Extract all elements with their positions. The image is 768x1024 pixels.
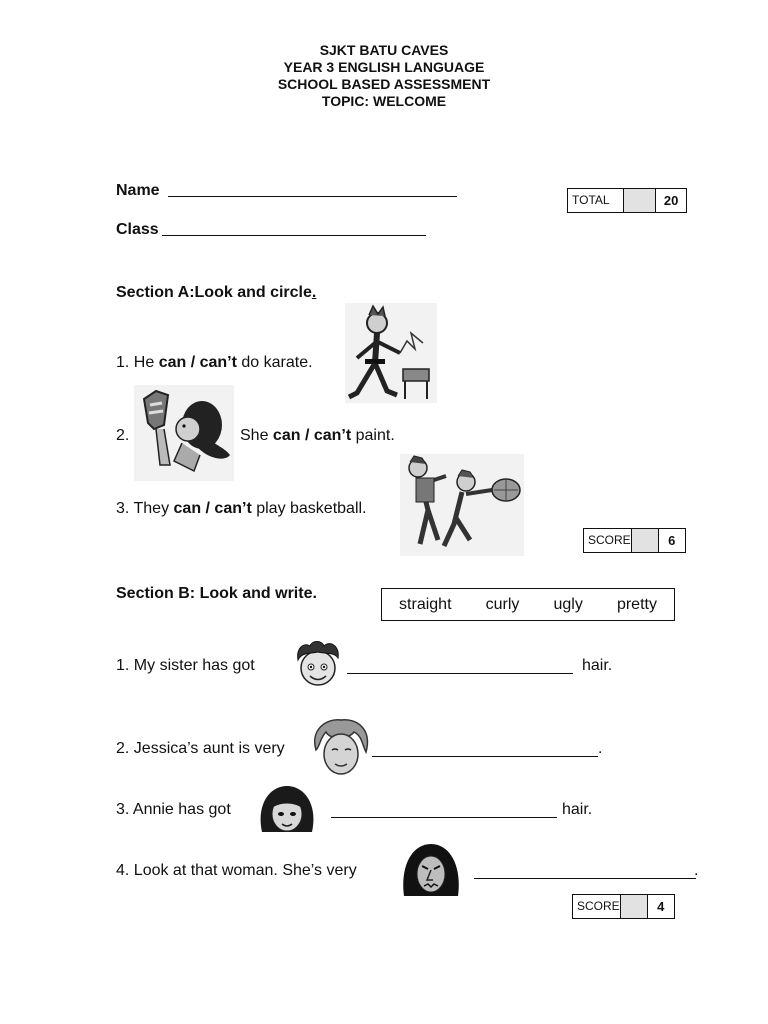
- answer-line-3[interactable]: [331, 817, 557, 818]
- section-a-score-max: 6: [668, 533, 676, 548]
- class-field[interactable]: [162, 235, 426, 236]
- word-bank-item: pretty: [616, 595, 657, 613]
- section-a-score-box: [583, 528, 686, 553]
- total-score-field[interactable]: [624, 189, 657, 212]
- topic-line: TOPIC: WELCOME: [321, 93, 447, 109]
- q1-choice[interactable]: can / can’t: [158, 354, 237, 371]
- ugly-face-image: [400, 842, 462, 896]
- section-b-question-3: 3. Annie has got: [116, 801, 231, 818]
- curly-hair-face-image: [290, 638, 346, 690]
- name-label: Name: [116, 182, 160, 199]
- q2-choice[interactable]: can / can’t: [272, 427, 352, 444]
- section-a-title-period: .: [311, 284, 317, 301]
- worksheet-header: [0, 42, 768, 110]
- section-b-question-4: 4. Look at that woman. She’s very: [116, 862, 357, 879]
- subject-line: YEAR 3 ENGLISH LANGUAGE: [283, 59, 485, 75]
- q3-choice[interactable]: can / can’t: [173, 500, 252, 517]
- answer-line-1[interactable]: [347, 673, 573, 674]
- section-b-score-label: SCORE: [573, 895, 621, 918]
- word-bank-item: curly: [485, 595, 520, 613]
- section-b-question-2: 2. Jessica’s aunt is very: [116, 740, 285, 757]
- assessment-line: SCHOOL BASED ASSESSMENT: [277, 76, 491, 92]
- section-b-question-1-end: hair.: [582, 657, 613, 674]
- basketball-image: [400, 454, 524, 556]
- q1-rest: do karate.: [236, 354, 313, 371]
- word-bank-item: straight: [399, 595, 452, 613]
- section-a-question-2-number: 2.: [116, 427, 130, 444]
- section-b-question-2-end: .: [598, 740, 603, 757]
- total-score-box: [567, 188, 687, 213]
- section-a-score-field[interactable]: [632, 529, 659, 552]
- section-a-question-3: [116, 500, 367, 518]
- class-label: Class: [116, 221, 159, 238]
- q2-prefix: She: [240, 427, 273, 444]
- q1-prefix: 1. He: [116, 354, 159, 371]
- section-b-question-1: 1. My sister has got: [116, 657, 255, 674]
- section-b-score-max: 4: [657, 899, 665, 914]
- answer-line-4[interactable]: [474, 878, 696, 879]
- section-a-question-2: [240, 427, 395, 445]
- school-name: SJKT BATU CAVES: [319, 42, 449, 58]
- section-a-question-1: [116, 354, 313, 372]
- section-b-question-4-end: .: [694, 862, 699, 879]
- section-a-score-label: SCORE: [584, 529, 632, 552]
- answer-line-2[interactable]: [372, 756, 598, 757]
- total-max-value: 20: [663, 193, 679, 208]
- section-b-score-field[interactable]: [621, 895, 648, 918]
- q2-rest: paint.: [351, 427, 395, 444]
- section-b-score-box: [572, 894, 675, 919]
- name-field[interactable]: [168, 196, 457, 197]
- q3-prefix: 3. They: [116, 500, 174, 517]
- pretty-face-image: [308, 716, 374, 778]
- total-label: TOTAL: [568, 189, 624, 212]
- word-bank-item: ugly: [553, 595, 583, 613]
- section-b-question-3-end: hair.: [562, 801, 593, 818]
- painting-girl-image: [134, 385, 234, 481]
- section-a-title: [116, 284, 316, 302]
- straight-hair-face-image: [256, 784, 318, 836]
- word-bank: [381, 588, 675, 621]
- section-a-title-text: Section A:Look and circle: [116, 284, 312, 301]
- section-b-title: Section B: Look and write.: [116, 585, 317, 602]
- karate-image: [345, 303, 437, 403]
- q3-rest: play basketball.: [251, 500, 367, 517]
